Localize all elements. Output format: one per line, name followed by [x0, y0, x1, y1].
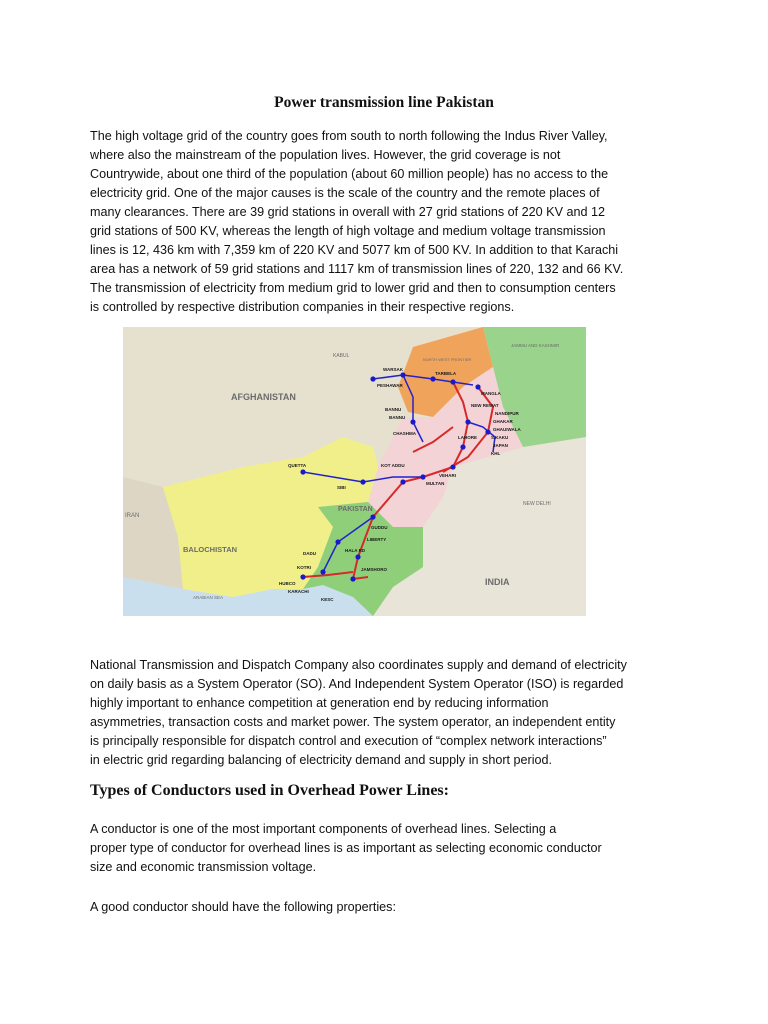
station-label: HUBCO — [279, 581, 296, 586]
station-label: DADU — [303, 551, 316, 556]
station-dot — [485, 429, 490, 434]
station-label: GUDDU — [371, 525, 388, 530]
station-label: JAMSHORO — [361, 567, 388, 572]
label-afghanistan: AFGHANISTAN — [231, 392, 296, 402]
station-label: HALA RD — [345, 548, 366, 553]
station-dot — [300, 469, 305, 474]
station-dot — [400, 372, 405, 377]
station-dot — [430, 376, 435, 381]
transmission-map-graphic — [123, 327, 586, 616]
paragraph-line: proper type of conductor for overhead lines is as important as selecting economic conductor — [90, 841, 602, 855]
conductor-paragraph — [90, 820, 690, 877]
label-balochistan: BALOCHISTAN — [183, 545, 238, 554]
station-dot — [400, 479, 405, 484]
station-dot — [370, 376, 375, 381]
station-dot — [460, 444, 465, 449]
station-dot — [420, 474, 425, 479]
paragraph-line: A conductor is one of the most important components of overhead lines. Selecting a — [90, 822, 557, 836]
paragraph-line: grid stations of 500 KV, whereas the length of high voltage and medium voltage transmission — [90, 224, 606, 238]
paragraph-line: lines is 12, 436 km with 7,359 km of 220 KV and 5077 km of 500 KV. In addition to that Karachi — [90, 243, 619, 257]
station-label: JAPAN — [493, 443, 508, 448]
station-dot — [410, 419, 415, 424]
properties-intro — [90, 898, 690, 917]
paragraph-line: in electric grid regarding balancing of electricity demand and supply in short period. — [90, 753, 553, 767]
station-dot — [320, 569, 325, 574]
station-label: KOTRI — [297, 565, 311, 570]
station-label: LIBERTY — [367, 537, 387, 542]
station-label: S.KAKU — [491, 435, 509, 440]
label-kabul: KABUL — [333, 353, 350, 359]
station-dot — [465, 419, 470, 424]
label-pakistan: PAKISTAN — [338, 506, 373, 513]
paragraph-line: highly important to enhance competition at generation end by reducing information — [90, 696, 549, 710]
station-dot — [450, 379, 455, 384]
label-nwfp: NORTH WEST FRONTIER — [423, 357, 472, 362]
label-kashmir: JAMMU AND KASHMIR — [511, 343, 560, 348]
paragraph-line: The transmission of electricity from medium grid to lower grid and then to consumption centers — [90, 281, 616, 295]
station-dot — [300, 574, 305, 579]
paragraph-line: National Transmission and Dispatch Company also coordinates supply and demand of electricity — [90, 658, 627, 672]
station-label: MULTAN — [426, 481, 445, 486]
page-title: Power transmission line Pakistan — [274, 94, 494, 111]
station-dot — [450, 464, 455, 469]
station-label: TARBELA — [435, 371, 457, 376]
label-arabian-sea: ARABIAN SEA — [193, 595, 224, 600]
station-dot — [355, 554, 360, 559]
station-label: CHASHMA — [393, 431, 416, 436]
station-dot — [360, 479, 365, 484]
transmission-map — [123, 327, 586, 616]
paragraph-line: is principally responsible for dispatch control and execution of “complex network interactions” — [90, 734, 607, 748]
station-label: GHAUIWALA — [493, 427, 521, 432]
station-label: KESC — [321, 597, 334, 602]
paragraph-line: many clearances. There are 39 grid stations in overall with 27 grid stations of 220 KV and 12 — [90, 205, 606, 219]
station-dot — [350, 576, 355, 581]
paragraph-line: on daily basis as a System Operator (SO). And Independent System Operator (ISO) is regarded — [90, 677, 624, 691]
label-iran: IRAN — [125, 513, 140, 519]
station-label: SIBI — [337, 485, 346, 490]
station-label: KOT ADDU — [381, 463, 405, 468]
station-label: NEW REWAT — [471, 403, 499, 408]
section-heading: Types of Conductors used in Overhead Power Lines: — [90, 782, 449, 799]
label-new-delhi: NEW DELHI — [523, 501, 551, 507]
station-dot — [335, 539, 340, 544]
station-dot — [475, 384, 480, 389]
station-label: BANNU — [389, 415, 406, 420]
paragraph-line: where also the mainstream of the population lives. However, the grid coverage is not — [90, 148, 561, 162]
paragraph-line: electricity grid. One of the major causes is the scale of the country and the remote places of — [90, 186, 600, 200]
station-label: BANNU — [385, 407, 402, 412]
paragraph-line: The high voltage grid of the country goes from south to north following the Indus River Valley, — [90, 129, 608, 143]
paragraph-line: size and economic transmission voltage. — [90, 860, 317, 874]
station-label: QUETTA — [288, 463, 307, 468]
station-label: KHL — [491, 451, 501, 456]
station-label: GHAKAR — [493, 419, 513, 424]
intro-paragraph — [90, 127, 690, 317]
label-india: INDIA — [485, 577, 510, 587]
station-label: WARSAK — [383, 367, 403, 372]
paragraph-line: area has a network of 59 grid stations and 1117 km of transmission lines of 220, 132 and 66 KV. — [90, 262, 624, 276]
station-label: VEHARI — [439, 473, 457, 478]
paragraph-line: is controlled by respective distribution companies in their respective regions. — [90, 300, 515, 314]
station-dot — [370, 514, 375, 519]
station-label: NANDIPUR — [495, 411, 519, 416]
paragraph-line: asymmetries, transaction costs and market power. The system operator, an independent entity — [90, 715, 616, 729]
station-label: MANGLA — [481, 391, 501, 396]
station-label: PESHAWAR — [377, 383, 403, 388]
paragraph-line: Countrywide, about one third of the population (about 60 million people) has no access to the — [90, 167, 609, 181]
station-label: LAHORE — [458, 435, 477, 440]
paragraph-line: A good conductor should have the following properties: — [90, 900, 396, 914]
station-label: KARACHI — [288, 589, 309, 594]
dispatch-paragraph — [90, 656, 690, 770]
